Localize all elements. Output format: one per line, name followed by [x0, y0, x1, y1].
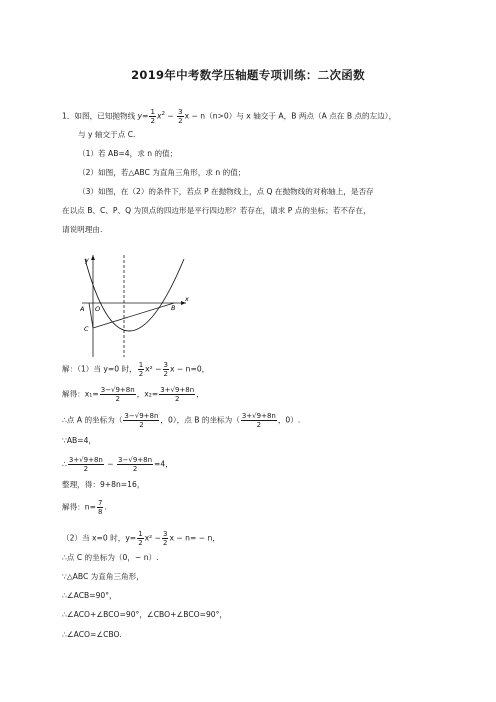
denominator: 2: [115, 395, 120, 403]
solution-step-5: [62, 456, 173, 473]
denominator: 8: [97, 508, 103, 516]
numerator: 3−√9+8n: [124, 412, 159, 420]
fraction-seven-eighths: [97, 499, 103, 516]
text: x − n= − n，: [169, 533, 220, 543]
text: ，0），点 B 的坐标为（: [160, 415, 240, 425]
text: .: [104, 502, 107, 512]
minus-sign: −: [164, 111, 177, 121]
numerator: 1: [138, 530, 143, 538]
text: ∴点 A 的坐标为（: [62, 415, 123, 425]
y-axis-arrow: [91, 255, 95, 260]
text: 解得：n=: [62, 502, 96, 512]
fraction-three-halves: [163, 361, 169, 378]
solution-step-6: 整理，得：9+8n=16，: [62, 480, 145, 489]
solution-step-9: ∴点 C 的坐标为（0，− n）.: [62, 553, 159, 562]
segment-ac: [89, 303, 93, 328]
denominator: 2: [138, 539, 143, 547]
question-1: （1）若 AB=4，求 n 的值；: [78, 149, 178, 158]
label-y: y: [85, 256, 89, 264]
numerator: 1: [138, 361, 144, 369]
equals-sign: =: [142, 111, 149, 121]
denominator: 2: [163, 370, 168, 378]
question-3-line-1: （3）如图，在（2）的条件下，若点 P 在抛物线上，点 Q 在抛物线的对称轴上，是否存: [78, 187, 374, 196]
segment-cb: [93, 303, 174, 328]
fraction-three-halves: [162, 530, 168, 547]
numerator: 3: [163, 361, 168, 369]
denominator: 2: [256, 421, 262, 429]
fraction-one-half: [149, 108, 155, 125]
solution-step-12: ∴∠ACO+∠BCO=90°，∠CBO+∠BCO=90°，: [62, 610, 228, 619]
denominator: 2: [83, 465, 89, 473]
fraction-root-minus: [117, 456, 153, 473]
text: x − n=0，: [169, 364, 210, 374]
numerator: 3: [178, 108, 183, 116]
label-x: x: [185, 295, 189, 303]
fraction-one-half: [138, 361, 144, 378]
text: ，x₂=: [136, 389, 159, 399]
problem-condition: x − n（n>0）与 x 轴交于 A，B 两点（A 点在 B 点的左边），: [184, 111, 397, 121]
label-point-c: C: [84, 325, 89, 333]
text: x² −: [145, 364, 162, 374]
label-point-b: B: [171, 304, 176, 312]
var-x: x: [156, 111, 162, 121]
problem-intro: 1．如图，已知抛物线: [62, 111, 138, 121]
page-title: 2019年中考数学压轴题专项训练：二次函数: [131, 68, 365, 82]
label-point-a: A: [80, 305, 85, 313]
fraction-root-plus: [241, 412, 277, 429]
numerator: 7: [97, 499, 103, 507]
problem-line-2: 与 y 轴交于点 C.: [78, 130, 136, 139]
text: 解：（1）当 y=0 时，: [62, 364, 137, 374]
solution-step-13: ∴∠ACO=∠CBO.: [62, 630, 122, 639]
numerator: 3+√9+8n: [68, 456, 103, 464]
numerator: 3+√9+8n: [160, 386, 195, 394]
question-3-line-3: 请说明理由.: [62, 225, 103, 234]
parabola-figure: [80, 251, 198, 359]
denominator: 2: [174, 395, 180, 403]
text: ，0）.: [277, 415, 301, 425]
numerator: 3−√9+8n: [100, 386, 135, 394]
solution-step-11: ∴∠ACB=90°，: [62, 591, 117, 600]
solution-step-3: [62, 412, 300, 429]
numerator: 1: [150, 108, 155, 116]
exponent: 2: [161, 110, 165, 117]
question-3-line-2: 在以点 B、C、P、Q 为顶点的四边形是平行四边形？若存在，请求 P 点的坐标；若不存在，: [62, 206, 371, 215]
solution-step-7: [62, 499, 107, 516]
numerator: 3−√9+8n: [118, 456, 153, 464]
denominator: 2: [150, 117, 155, 125]
solution-step-8: [62, 530, 220, 547]
question-2: （2）如图，若△ABC 为直角三角形，求 n 的值；: [78, 168, 246, 177]
label-origin: O: [95, 305, 101, 313]
parabola-curve: [85, 259, 184, 331]
fraction-three-halves: [177, 108, 183, 125]
text: x² −: [144, 533, 161, 543]
fraction-root-minus: [100, 386, 136, 403]
text: 解得：x₁=: [62, 389, 99, 399]
text: =4，: [154, 459, 173, 469]
denominator: 2: [138, 370, 144, 378]
denominator: 2: [162, 539, 168, 547]
denominator: 2: [178, 117, 183, 125]
solution-step-10: ∵△ABC 为直角三角形，: [62, 572, 144, 581]
fraction-root-plus: [68, 456, 104, 473]
problem-line-1: [62, 108, 396, 125]
fraction-one-half: [137, 530, 143, 547]
solution-step-1: [62, 361, 209, 378]
text: ，: [196, 389, 204, 399]
text: −: [104, 459, 117, 469]
solution-step-2: [62, 386, 204, 403]
solution-step-4: ∵AB=4，: [62, 436, 97, 445]
numerator: 3: [162, 530, 168, 538]
text: ∴: [62, 459, 67, 469]
numerator: 3+√9+8n: [241, 412, 276, 420]
denominator: 2: [139, 421, 144, 429]
fraction-root-minus: [123, 412, 159, 429]
denominator: 2: [132, 465, 138, 473]
fraction-root-plus: [159, 386, 195, 403]
var-y: y: [137, 111, 143, 121]
text: （2）当 x=0 时，y=: [62, 533, 137, 543]
